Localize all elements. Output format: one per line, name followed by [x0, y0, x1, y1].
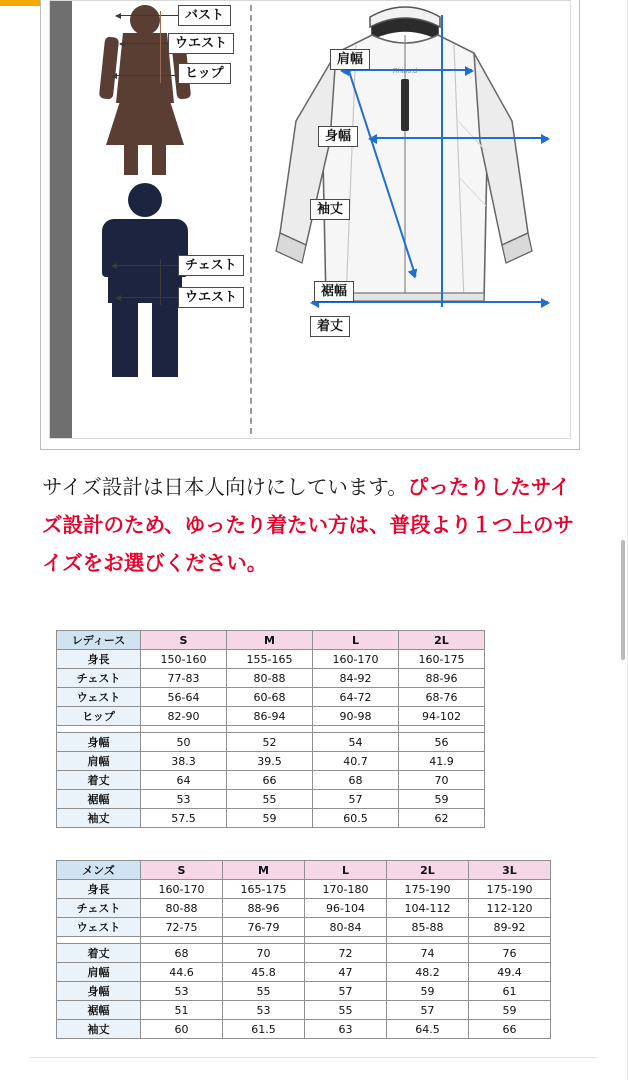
table-header-row	[57, 861, 551, 880]
notice-highlight: ぴったりしたサイズ設計のため、ゆったり着たい方は、普段より１つ上のサイズをお選びください。	[42, 475, 574, 575]
cell: 64-72	[313, 688, 399, 707]
row-label: チェスト	[57, 669, 141, 688]
label-chest-width: 身幅	[318, 126, 358, 147]
cell: 53	[223, 1001, 305, 1020]
cell: 57	[387, 1001, 469, 1020]
notice-normal: サイズ設計は日本人向けにしています。	[42, 475, 408, 499]
label-shoulder: 肩幅	[330, 49, 370, 70]
cell: 57	[305, 982, 387, 1001]
row-label: チェスト	[57, 899, 141, 918]
cell: 68	[141, 944, 223, 963]
row-label: 袖丈	[57, 809, 141, 828]
cell: 51	[141, 1001, 223, 1020]
label-hem-width: 裾幅	[314, 281, 354, 302]
cell: 57	[313, 790, 399, 809]
row-label: 身幅	[57, 733, 141, 752]
ladies-size-header-m: M	[227, 631, 313, 650]
ladies-corner-label: レディース	[57, 631, 141, 650]
cell: 55	[227, 790, 313, 809]
label-chest: チェスト	[178, 255, 244, 276]
cell: 59	[387, 982, 469, 1001]
ladies-size-table-wrap	[56, 630, 485, 828]
cell: 44.6	[141, 963, 223, 982]
cell: 40.7	[313, 752, 399, 771]
cell: 61.5	[223, 1020, 305, 1039]
length-measure-line	[441, 15, 443, 307]
row-label: ウェスト	[57, 918, 141, 937]
cell: 104-112	[387, 899, 469, 918]
mens-size-table	[56, 860, 551, 1039]
page-scrollbar[interactable]	[621, 540, 625, 660]
table-row	[57, 899, 551, 918]
label-sleeve: 袖丈	[310, 199, 350, 220]
cell: 60	[141, 1020, 223, 1039]
cell: 64	[141, 771, 227, 790]
diagram-frame	[49, 0, 571, 439]
table-row	[57, 733, 485, 752]
cell: 57.5	[141, 809, 227, 828]
table-row	[57, 809, 485, 828]
spacer-cell	[387, 937, 469, 944]
row-label: 裾幅	[57, 1001, 141, 1020]
label-length: 着丈	[310, 316, 350, 337]
cell: 89-92	[469, 918, 551, 937]
diagram-left-bar	[50, 1, 72, 438]
cell: 85-88	[387, 918, 469, 937]
row-label: 肩幅	[57, 963, 141, 982]
male-figure-icon	[80, 183, 230, 383]
sizing-notice	[42, 468, 588, 582]
svg-text:Rhino.d: Rhino.d	[392, 68, 418, 75]
cell: 55	[223, 982, 305, 1001]
cell: 74	[387, 944, 469, 963]
row-label: ウェスト	[57, 688, 141, 707]
table-row	[57, 1001, 551, 1020]
cell: 165-175	[223, 880, 305, 899]
cell: 96-104	[305, 899, 387, 918]
table-row	[57, 669, 485, 688]
female-head	[130, 5, 160, 35]
row-label: 袖丈	[57, 1020, 141, 1039]
cell: 170-180	[305, 880, 387, 899]
spacer-cell	[469, 937, 551, 944]
cell: 175-190	[387, 880, 469, 899]
label-waist-female: ウエスト	[168, 33, 234, 54]
cell: 175-190	[469, 880, 551, 899]
mens-size-header-l: L	[305, 861, 387, 880]
cell: 80-84	[305, 918, 387, 937]
cell: 45.8	[223, 963, 305, 982]
mens-size-header-3l: 3L	[469, 861, 551, 880]
jacket-illustration	[260, 1, 550, 351]
cell: 84-92	[313, 669, 399, 688]
female-vertical-guide	[160, 11, 161, 83]
mens-corner-label: メンズ	[57, 861, 141, 880]
ladies-size-header-s: S	[141, 631, 227, 650]
cell: 72-75	[141, 918, 223, 937]
cell: 59	[399, 790, 485, 809]
mens-size-header-m: M	[223, 861, 305, 880]
accent-orange	[0, 0, 40, 6]
spacer-cell	[313, 726, 399, 733]
cell: 49.4	[469, 963, 551, 982]
bottom-divider	[30, 1057, 598, 1058]
spacer-cell	[57, 937, 141, 944]
cell: 80-88	[227, 669, 313, 688]
row-label: 裾幅	[57, 790, 141, 809]
female-figure-icon	[80, 5, 230, 175]
cell: 39.5	[227, 752, 313, 771]
cell: 64.5	[387, 1020, 469, 1039]
row-label: 身長	[57, 880, 141, 899]
cell: 41.9	[399, 752, 485, 771]
cell: 70	[399, 771, 485, 790]
cell: 76-79	[223, 918, 305, 937]
table-row	[57, 963, 551, 982]
table-row	[57, 771, 485, 790]
female-arm-left	[99, 36, 119, 99]
cell: 63	[305, 1020, 387, 1039]
label-hip: ヒップ	[178, 63, 231, 84]
cell: 54	[313, 733, 399, 752]
table-header-row	[57, 631, 485, 650]
cell: 160-170	[141, 880, 223, 899]
cell: 80-88	[141, 899, 223, 918]
table-row	[57, 707, 485, 726]
ladies-size-header-2l: 2L	[399, 631, 485, 650]
table-row	[57, 688, 485, 707]
cell: 60.5	[313, 809, 399, 828]
cell: 77-83	[141, 669, 227, 688]
table-row	[57, 880, 551, 899]
cell: 66	[227, 771, 313, 790]
spacer-cell	[57, 726, 141, 733]
table-group-spacer	[57, 726, 485, 733]
spacer-cell	[305, 937, 387, 944]
table-row	[57, 790, 485, 809]
cell: 82-90	[141, 707, 227, 726]
chest-width-measure-line	[370, 137, 548, 139]
cell: 50	[141, 733, 227, 752]
cell: 53	[141, 982, 223, 1001]
row-label: ヒップ	[57, 707, 141, 726]
row-label: 肩幅	[57, 752, 141, 771]
cell: 56-64	[141, 688, 227, 707]
cell: 68	[313, 771, 399, 790]
table-row	[57, 1020, 551, 1039]
cell: 59	[469, 1001, 551, 1020]
male-leg-left	[112, 301, 138, 377]
cell: 155-165	[227, 650, 313, 669]
row-label: 着丈	[57, 771, 141, 790]
spacer-cell	[227, 726, 313, 733]
male-vertical-guide	[160, 259, 161, 305]
male-leg-right	[152, 301, 178, 377]
cell: 150-160	[141, 650, 227, 669]
cell: 88-96	[399, 669, 485, 688]
spacer-cell	[141, 726, 227, 733]
cell: 112-120	[469, 899, 551, 918]
spacer-cell	[399, 726, 485, 733]
cell: 94-102	[399, 707, 485, 726]
cell: 47	[305, 963, 387, 982]
cell: 70	[223, 944, 305, 963]
table-row	[57, 982, 551, 1001]
cell: 55	[305, 1001, 387, 1020]
cell: 48.2	[387, 963, 469, 982]
jacket-svg	[260, 1, 550, 351]
size-measurement-diagram	[40, 0, 580, 450]
diagram-divider	[250, 5, 252, 434]
spacer-cell	[223, 937, 305, 944]
cell: 160-170	[313, 650, 399, 669]
table-row	[57, 918, 551, 937]
mens-size-header-s: S	[141, 861, 223, 880]
ladies-size-header-l: L	[313, 631, 399, 650]
label-waist-male: ウエスト	[178, 287, 244, 308]
cell: 68-76	[399, 688, 485, 707]
cell: 66	[469, 1020, 551, 1039]
cell: 53	[141, 790, 227, 809]
table-row	[57, 944, 551, 963]
table-row	[57, 650, 485, 669]
cell: 90-98	[313, 707, 399, 726]
cell: 76	[469, 944, 551, 963]
row-label: 身長	[57, 650, 141, 669]
cell: 160-175	[399, 650, 485, 669]
mens-size-header-2l: 2L	[387, 861, 469, 880]
cell: 88-96	[223, 899, 305, 918]
spacer-cell	[141, 937, 223, 944]
ladies-size-table	[56, 630, 485, 828]
female-skirt	[106, 101, 184, 145]
cell: 62	[399, 809, 485, 828]
female-leg-left	[124, 143, 138, 175]
cell: 61	[469, 982, 551, 1001]
cell: 59	[227, 809, 313, 828]
male-head	[128, 183, 162, 217]
table-group-spacer	[57, 937, 551, 944]
cell: 52	[227, 733, 313, 752]
cell: 38.3	[141, 752, 227, 771]
row-label: 着丈	[57, 944, 141, 963]
label-bust: バスト	[178, 5, 231, 26]
row-label: 身幅	[57, 982, 141, 1001]
female-leg-right	[152, 143, 166, 175]
table-row	[57, 752, 485, 771]
cell: 60-68	[227, 688, 313, 707]
cell: 86-94	[227, 707, 313, 726]
cell: 56	[399, 733, 485, 752]
mens-size-table-wrap	[56, 860, 551, 1039]
cell: 72	[305, 944, 387, 963]
